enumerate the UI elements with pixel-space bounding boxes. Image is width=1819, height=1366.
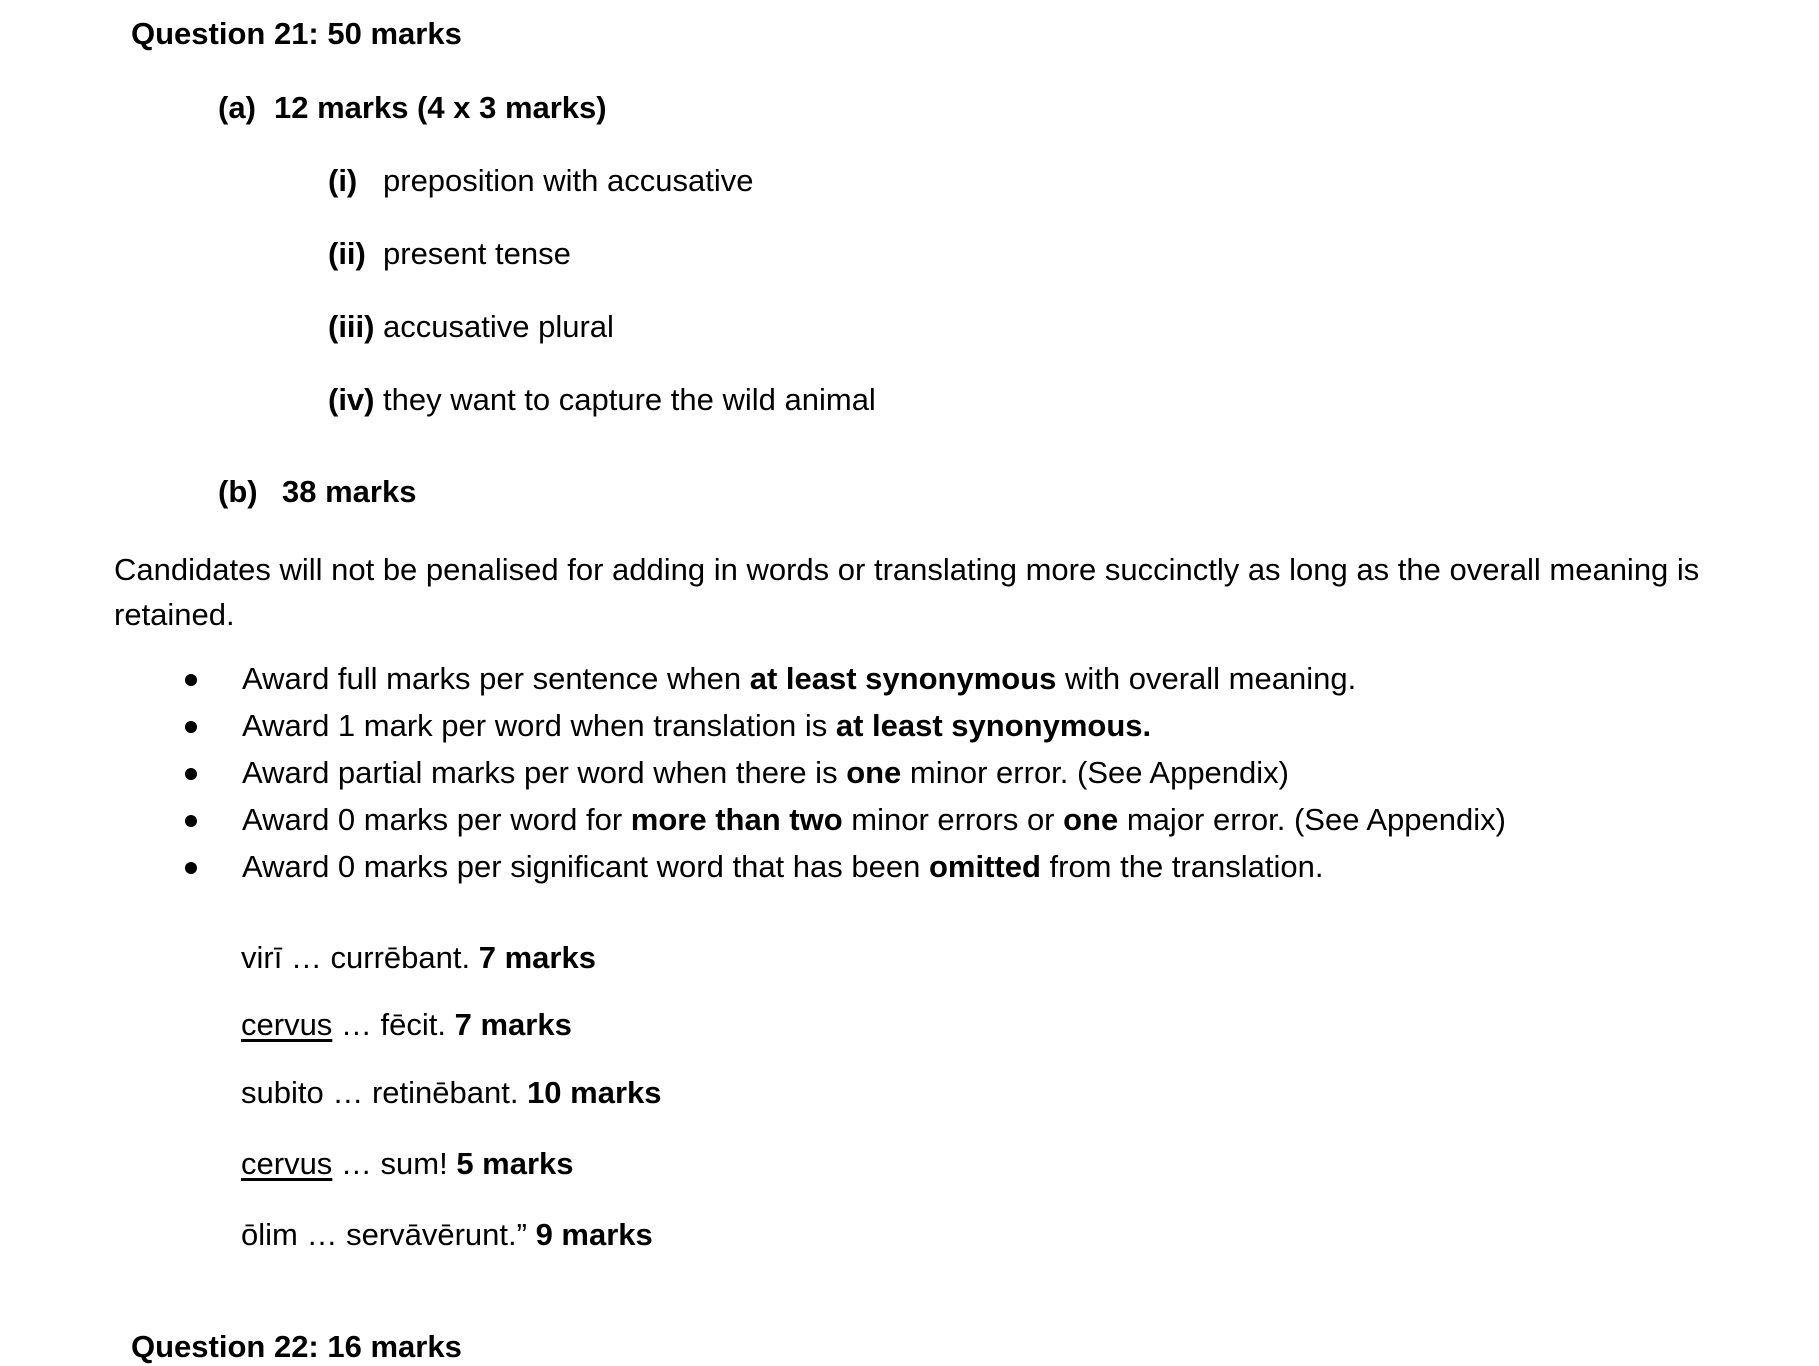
passage-section bbox=[241, 1145, 574, 1183]
part-b-label: (b) bbox=[218, 474, 258, 509]
part-a-item bbox=[328, 162, 753, 200]
next-question-heading: Question 22: 16 marks bbox=[131, 1329, 462, 1364]
intro-paragraph: Candidates will not be penalised for adding in words or translating more succinctly as long as the overall meaning is retained. bbox=[114, 552, 1700, 632]
passage-marks: 9 marks bbox=[535, 1217, 653, 1252]
bullet-icon bbox=[185, 674, 197, 686]
bullet-icon bbox=[185, 721, 197, 733]
item-label: (i) bbox=[328, 163, 358, 198]
passage-marks: 7 marks bbox=[478, 940, 596, 975]
passage-section bbox=[241, 1074, 662, 1112]
bullet-icon bbox=[185, 862, 197, 874]
passage-marks: 5 marks bbox=[456, 1146, 574, 1181]
item-text: preposition with accusative bbox=[383, 163, 754, 198]
question-heading: Question 21: 50 marks bbox=[131, 16, 462, 51]
part-a-item bbox=[328, 381, 876, 419]
passage-underlined-word: cervus bbox=[241, 1146, 333, 1181]
part-a-heading bbox=[218, 89, 607, 127]
item-label: (iii) bbox=[328, 309, 375, 344]
passage-underlined-word: cervus bbox=[241, 1007, 333, 1042]
guideline-text: Award 0 marks per word for more than two minor errors or one major error. (See Appendix) bbox=[242, 802, 1506, 837]
passage-section bbox=[241, 1006, 572, 1044]
part-b-heading bbox=[218, 473, 416, 511]
part-a-item bbox=[328, 308, 614, 346]
part-a-item bbox=[328, 235, 571, 273]
passage-text: ōlim … servāvērunt.” bbox=[241, 1217, 536, 1252]
passage-section bbox=[241, 1216, 653, 1254]
passage-text: virī … currēbant. bbox=[241, 940, 479, 975]
passage-text: subito … retinēbant. bbox=[241, 1075, 528, 1110]
item-text: accusative plural bbox=[383, 309, 614, 344]
passage-text: … sum! bbox=[332, 1146, 457, 1181]
passage-section bbox=[241, 939, 596, 977]
guideline-text: Award full marks per sentence when at least synonymous with overall meaning. bbox=[242, 661, 1357, 696]
item-text: they want to capture the wild animal bbox=[383, 382, 876, 417]
guideline-text: Award 0 marks per significant word that has been omitted from the translation. bbox=[242, 849, 1324, 884]
guideline-text: Award 1 mark per word when translation is at least synonymous. bbox=[242, 708, 1152, 743]
item-text: present tense bbox=[383, 236, 571, 271]
item-label: (ii) bbox=[328, 236, 366, 271]
passage-marks: 10 marks bbox=[527, 1075, 662, 1110]
item-label: (iv) bbox=[328, 382, 375, 417]
guideline-text: Award partial marks per word when there is one minor error. (See Appendix) bbox=[242, 755, 1289, 790]
part-b-marks: 38 marks bbox=[282, 474, 417, 509]
passage-text: … fēcit. bbox=[332, 1007, 455, 1042]
bullet-icon bbox=[185, 815, 197, 827]
part-a-marks: 12 marks (4 x 3 marks) bbox=[274, 90, 607, 125]
bullet-icon bbox=[185, 768, 197, 780]
part-a-label: (a) bbox=[218, 90, 256, 125]
passage-marks: 7 marks bbox=[454, 1007, 572, 1042]
